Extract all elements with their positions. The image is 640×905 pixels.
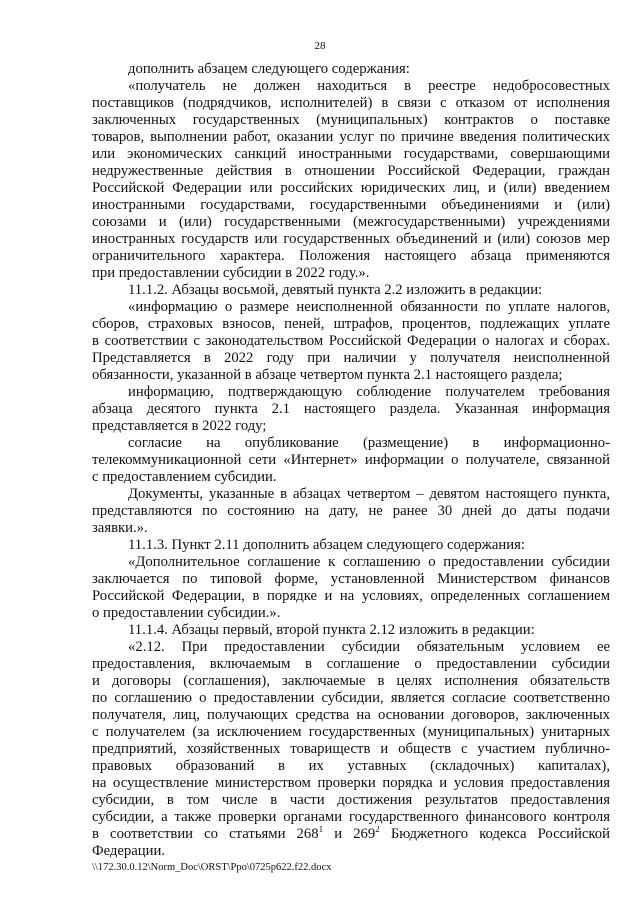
paragraph-line: Российской Федерации или российских юридических лиц, и (или) введением: [92, 180, 610, 196]
paragraph-line: в соответствии с законодательством Российской Федерации о налогах и сборах.: [92, 333, 610, 349]
paragraph-line: субсидии, в том числе в части достижения результатов предоставления: [92, 792, 610, 808]
paragraph-line: предоставления, включаемым в соглашение о предоставлении субсидии: [92, 656, 610, 672]
paragraph-line: и договоры (соглашения), заключаемые в целях исполнения обязательств: [92, 673, 610, 689]
footnote-marker: 1: [318, 826, 324, 834]
paragraph-line: Российской Федерации, в порядке и на условиях, определенных соглашением: [92, 588, 610, 604]
paragraph-line: сборов, страховых взносов, пеней, штрафов, процентов, подлежащих уплате: [92, 316, 610, 332]
paragraph-line: поставщиков (подрядчиков, исполнителей) в связи с отказом от исполнения: [92, 95, 610, 111]
paragraph-line: недружественные действия в отношении Российской Федерации, граждан: [92, 163, 610, 179]
paragraph-line: иностранными государствами, государственными объединениями и (или): [92, 197, 610, 213]
paragraph-line: союзами и (или) государственными (межгосударственными) учреждениями: [92, 214, 610, 230]
paragraph-line: телекоммуникационной сети «Интернет» информации о получателе, связанной: [92, 452, 610, 468]
paragraph-line: с предоставлением субсидии.: [92, 469, 277, 485]
paragraph-line: 11.1.2. Абзацы восьмой, девятый пункта 2.2 изложить в редакции:: [128, 282, 543, 298]
paragraph-line: «Дополнительное соглашение к соглашению о предоставлении субсидии: [128, 554, 610, 570]
paragraph-line: товаров, выполнении работ, оказании услуг по причине введения политических: [92, 129, 610, 145]
paragraph-line: обязанности, указанной в абзаце четвертом пункта 2.1 настоящего раздела;: [92, 367, 563, 383]
paragraph-line: правовых образований в их уставных (складочных) капиталах),: [92, 758, 610, 774]
paragraph-line: согласие на опубликование (размещение) в информационно-: [128, 435, 610, 451]
paragraph-line: получателя, лиц, получающих средства на основании договоров, заключенных: [92, 707, 610, 723]
paragraph-line: Федерации.: [92, 843, 166, 859]
paragraph-line: о предоставлении субсидии.».: [92, 605, 281, 621]
text-fragment: в соответствии со статьями 268: [92, 826, 319, 842]
paragraph-line: или экономических санкций иностранными государствами, совершающими: [92, 146, 610, 162]
paragraph-line: заключенных государственных (муниципальных) контрактов о поставке: [92, 112, 610, 128]
paragraph-line: 11.1.3. Пункт 2.11 дополнить абзацем следующего содержания:: [128, 537, 525, 553]
page-number: 28: [314, 40, 326, 52]
paragraph-line: с получателем (за исключением государственных (муниципальных) унитарных: [92, 724, 610, 740]
paragraph-line: 11.1.4. Абзацы первый, второй пункта 2.12 изложить в редакции:: [128, 622, 535, 638]
text-fragment: Бюджетного кодекса Российской: [379, 826, 610, 842]
paragraph-line: «2.12. При предоставлении субсидии обязательным условием ее: [128, 639, 610, 655]
paragraph-line: «получатель не должен находиться в реестре недобросовестных: [128, 78, 610, 94]
paragraph-line: дополнить абзацем следующего содержания:: [128, 61, 410, 77]
paragraph-line: Документы, указанные в абзацах четвертом – девятом настоящего пункта,: [128, 486, 610, 502]
paragraph-line: иностранных государств или государственных объединений и (или) союзов мер: [92, 231, 610, 247]
paragraph-line: заявки.».: [92, 520, 148, 536]
paragraph-line: субсидии, а также проверки органами государственного финансового контроля: [92, 809, 610, 825]
paragraph-line-with-footnotes: [92, 826, 610, 843]
paragraph-line: Представляется в 2022 году при наличии у получателя неисполненной: [92, 350, 610, 366]
paragraph-line: представляется в 2022 году;: [92, 418, 267, 434]
paragraph-line: на осуществление министерством проверки порядка и условия предоставления: [92, 775, 610, 791]
footnote-marker: 2: [375, 826, 380, 834]
paragraph-line: абзаца десятого пункта 2.1 настоящего раздела. Указанная информация: [92, 401, 610, 417]
paragraph-line: по соглашению о предоставлении субсидии, является согласие соответственно: [92, 690, 610, 706]
footer-file-path: \\172.30.0.12\Norm_Doc\ORST\Ppo\0725p622.f22.docx: [92, 862, 332, 873]
text-fragment: и 269: [323, 826, 376, 842]
paragraph-line: предприятий, хозяйственных товариществ и обществ с участием публично-: [92, 741, 610, 757]
paragraph-line: представляются по состоянию на дату, не ранее 30 дней до даты подачи: [92, 503, 610, 519]
paragraph-line: при предоставлении субсидии в 2022 году.».: [92, 265, 370, 281]
document-body: [92, 61, 610, 860]
paragraph-line: «информацию о размере неисполненной обязанности по уплате налогов,: [128, 299, 610, 315]
paragraph-line: информацию, подтверждающую соблюдение получателем требования: [128, 384, 610, 400]
paragraph-line: ограничительного характера. Положения настоящего абзаца применяются: [92, 248, 610, 264]
paragraph-line: заключается по типовой форме, установленной Министерством финансов: [92, 571, 610, 587]
